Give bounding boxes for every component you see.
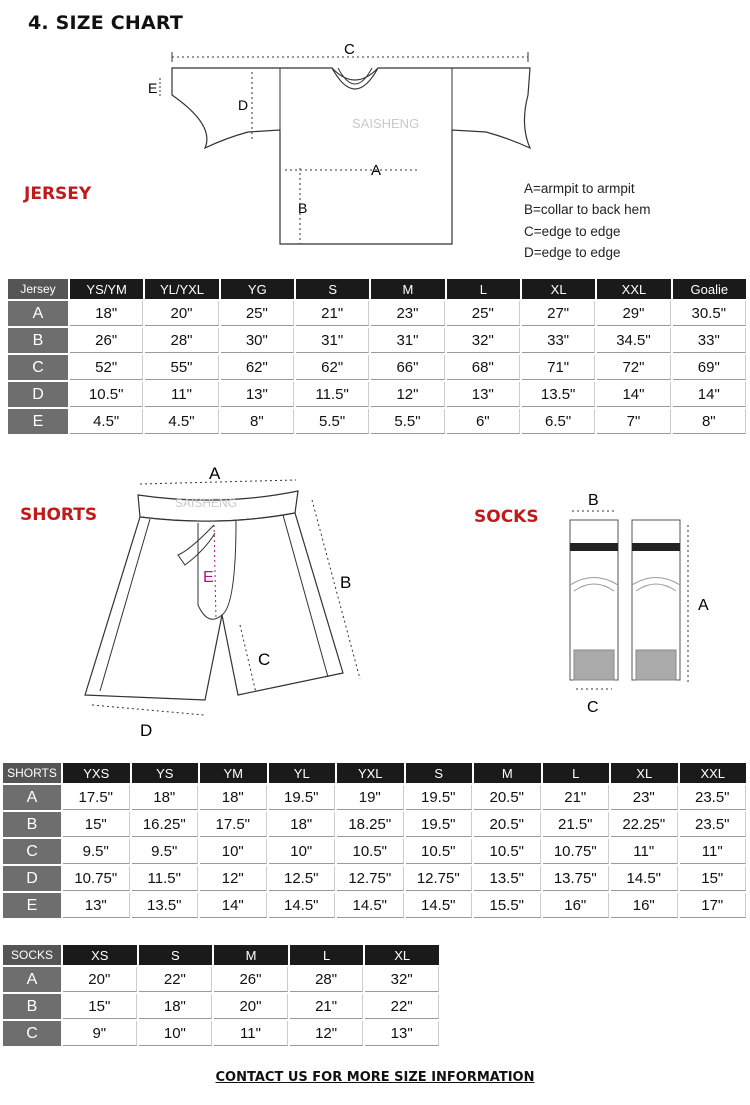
row-label: E (3, 893, 61, 918)
size-column-header: L (447, 279, 520, 299)
table-corner-label: Jersey (8, 279, 68, 299)
measurement-cell: 18" (200, 785, 267, 810)
table-row (3, 1021, 439, 1046)
measurement-cell: 7" (597, 409, 670, 434)
measurement-cell: 29" (597, 301, 670, 326)
measurement-cell: 14" (673, 382, 746, 407)
jersey-watermark: SAISHENG (352, 116, 420, 131)
size-column-header: XL (365, 945, 439, 965)
measurement-cell: 12.75" (406, 866, 473, 891)
table-row (3, 893, 746, 918)
measurement-cell: 19.5" (406, 812, 473, 837)
measurement-cell: 33" (673, 328, 746, 353)
size-column-header: XL (611, 763, 678, 783)
measurement-cell: 6" (447, 409, 520, 434)
measurement-cell: 8" (673, 409, 746, 434)
jersey-dim-c: C (344, 41, 355, 58)
measurement-cell: 20" (145, 301, 218, 326)
size-column-header: L (290, 945, 364, 965)
measurement-cell: 27" (522, 301, 595, 326)
legend-line: B=collar to back hem (524, 202, 651, 217)
row-label: B (3, 812, 61, 837)
size-column-header: S (296, 279, 369, 299)
socks-label: SOCKS (474, 507, 539, 527)
size-column-header: S (406, 763, 473, 783)
jersey-dim-b: B (298, 200, 308, 216)
measurement-cell: 14" (597, 382, 670, 407)
measurement-cell: 21" (290, 994, 364, 1019)
measurement-cell: 11.5" (132, 866, 199, 891)
measurement-cell: 55" (145, 355, 218, 380)
jersey-size-table (6, 277, 748, 436)
measurement-cell: 23" (371, 301, 444, 326)
measurement-cell: 28" (145, 328, 218, 353)
measurement-cell: 6.5" (522, 409, 595, 434)
measurement-cell: 12.5" (269, 866, 336, 891)
table-corner-label: SHORTS (3, 763, 61, 783)
row-label: C (3, 1021, 61, 1046)
measurement-cell: 20.5" (474, 812, 541, 837)
measurement-cell: 16" (543, 893, 610, 918)
jersey-label: JERSEY (24, 184, 92, 204)
measurement-cell: 4.5" (145, 409, 218, 434)
measurement-cell: 66" (371, 355, 444, 380)
row-label: B (8, 328, 68, 353)
measurement-cell: 18" (139, 994, 213, 1019)
shorts-dim-c: C (258, 650, 271, 669)
measurement-cell: 21" (296, 301, 369, 326)
size-column-header: YM (200, 763, 267, 783)
measurement-cell: 13.5" (132, 893, 199, 918)
row-label: C (8, 355, 68, 380)
table-corner-label: SOCKS (3, 945, 61, 965)
measurement-cell: 13" (221, 382, 294, 407)
measurement-cell: 13.5" (522, 382, 595, 407)
measurement-cell: 20" (214, 994, 288, 1019)
measurement-cell: 33" (522, 328, 595, 353)
size-column-header: M (371, 279, 444, 299)
shorts-dim-d: D (140, 721, 153, 740)
measurement-cell: 19.5" (406, 785, 473, 810)
page-title: 4. SIZE CHART (28, 12, 184, 34)
table-row (8, 409, 746, 434)
measurement-cell: 32" (365, 967, 439, 992)
measurement-cell: 15.5" (474, 893, 541, 918)
measurement-cell: 31" (371, 328, 444, 353)
measurement-cell: 18" (269, 812, 336, 837)
row-label: A (3, 967, 61, 992)
measurement-cell: 14.5" (337, 893, 404, 918)
size-column-header: L (543, 763, 610, 783)
measurement-cell: 10.5" (406, 839, 473, 864)
size-column-header: YS/YM (70, 279, 143, 299)
table-row (3, 994, 439, 1019)
measurement-cell: 15" (63, 812, 130, 837)
measurement-cell: 71" (522, 355, 595, 380)
measurement-cell: 11" (611, 839, 678, 864)
socks-dim-c: C (587, 699, 599, 716)
socks-dim-b: B (588, 492, 599, 509)
measurement-cell: 12.75" (337, 866, 404, 891)
socks-dim-a: A (698, 597, 709, 614)
jersey-dim-a: A (371, 162, 382, 179)
size-column-header: M (474, 763, 541, 783)
table-row (8, 382, 746, 407)
measurement-cell: 10" (200, 839, 267, 864)
table-row (3, 785, 746, 810)
size-column-header: Goalie (673, 279, 746, 299)
measurement-cell: 69" (673, 355, 746, 380)
size-column-header: YXL (337, 763, 404, 783)
size-column-header: YXS (63, 763, 130, 783)
measurement-cell: 10" (139, 1021, 213, 1046)
socks-diagram (0, 455, 750, 715)
measurement-cell: 34.5" (597, 328, 670, 353)
size-column-header: XS (63, 945, 137, 965)
shorts-label: SHORTS (20, 505, 98, 525)
measurement-cell: 8" (221, 409, 294, 434)
measurement-cell: 23.5" (680, 785, 747, 810)
row-label: C (3, 839, 61, 864)
row-label: D (3, 866, 61, 891)
measurement-cell: 10.75" (543, 839, 610, 864)
measurement-cell: 14.5" (406, 893, 473, 918)
measurement-cell: 15" (63, 994, 137, 1019)
measurement-cell: 11.5" (296, 382, 369, 407)
measurement-cell: 10.75" (63, 866, 130, 891)
measurement-cell: 17.5" (63, 785, 130, 810)
measurement-cell: 62" (221, 355, 294, 380)
measurement-cell: 19.5" (269, 785, 336, 810)
jersey-dim-e: E (148, 80, 158, 96)
measurement-cell: 22.25" (611, 812, 678, 837)
measurement-cell: 17.5" (200, 812, 267, 837)
size-column-header: S (139, 945, 213, 965)
measurement-cell: 13.75" (543, 866, 610, 891)
measurement-cell: 68" (447, 355, 520, 380)
measurement-cell: 13" (63, 893, 130, 918)
measurement-cell: 21.5" (543, 812, 610, 837)
measurement-cell: 14.5" (269, 893, 336, 918)
measurement-cell: 9" (63, 1021, 137, 1046)
measurement-cell: 16.25" (132, 812, 199, 837)
shorts-dim-e: E (203, 569, 214, 586)
table-row (8, 328, 746, 353)
measurement-cell: 10.5" (70, 382, 143, 407)
measurement-cell: 20" (63, 967, 137, 992)
legend-line: A=armpit to armpit (524, 181, 635, 196)
measurement-cell: 13.5" (474, 866, 541, 891)
measurement-cell: 21" (543, 785, 610, 810)
measurement-cell: 30" (221, 328, 294, 353)
table-row (3, 812, 746, 837)
size-column-header: XL (522, 279, 595, 299)
measurement-cell: 13" (365, 1021, 439, 1046)
measurement-cell: 17" (680, 893, 747, 918)
shorts-dim-a: A (209, 464, 221, 483)
measurement-cell: 26" (214, 967, 288, 992)
shorts-size-table (1, 761, 748, 920)
measurement-cell: 22" (365, 994, 439, 1019)
row-label: E (8, 409, 68, 434)
row-label: B (3, 994, 61, 1019)
contact-link[interactable]: CONTACT US FOR MORE SIZE INFORMATION (215, 1070, 535, 1085)
measurement-cell: 12" (371, 382, 444, 407)
socks-size-table (1, 943, 441, 1048)
measurement-cell: 18" (132, 785, 199, 810)
measurement-cell: 62" (296, 355, 369, 380)
measurement-cell: 14" (200, 893, 267, 918)
measurement-cell: 10.5" (337, 839, 404, 864)
measurement-cell: 19" (337, 785, 404, 810)
measurement-cell: 26" (70, 328, 143, 353)
measurement-cell: 5.5" (371, 409, 444, 434)
measurement-cell: 20.5" (474, 785, 541, 810)
measurement-cell: 32" (447, 328, 520, 353)
size-column-header: M (214, 945, 288, 965)
size-column-header: YS (132, 763, 199, 783)
legend-line: D=edge to edge (524, 245, 621, 260)
measurement-cell: 52" (70, 355, 143, 380)
measurement-cell: 22" (139, 967, 213, 992)
measurement-cell: 11" (214, 1021, 288, 1046)
legend-line: C=edge to edge (524, 224, 621, 239)
measurement-cell: 10.5" (474, 839, 541, 864)
table-row (8, 355, 746, 380)
table-row (3, 967, 439, 992)
measurement-cell: 23" (611, 785, 678, 810)
measurement-cell: 4.5" (70, 409, 143, 434)
row-label: D (8, 382, 68, 407)
measurement-cell: 30.5" (673, 301, 746, 326)
measurement-cell: 12" (200, 866, 267, 891)
shorts-watermark: SAISHENG (175, 496, 238, 510)
jersey-dim-d: D (238, 97, 249, 113)
jersey-diagram (0, 0, 750, 260)
measurement-cell: 25" (447, 301, 520, 326)
table-row (8, 301, 746, 326)
measurement-cell: 5.5" (296, 409, 369, 434)
measurement-cell: 12" (290, 1021, 364, 1046)
measurement-cell: 13" (447, 382, 520, 407)
row-label: A (8, 301, 68, 326)
measurement-cell: 15" (680, 866, 747, 891)
measurement-cell: 18" (70, 301, 143, 326)
measurement-cell: 31" (296, 328, 369, 353)
jersey-outline (172, 68, 530, 244)
size-column-header: YL (269, 763, 336, 783)
measurement-cell: 11" (145, 382, 218, 407)
measurement-cell: 28" (290, 967, 364, 992)
measurement-cell: 72" (597, 355, 670, 380)
measurement-cell: 16" (611, 893, 678, 918)
measurement-cell: 11" (680, 839, 747, 864)
size-column-header: XXL (680, 763, 747, 783)
measurement-cell: 9.5" (132, 839, 199, 864)
shorts-dim-b: B (340, 573, 352, 592)
measurement-cell: 14.5" (611, 866, 678, 891)
measurement-cell: 18.25" (337, 812, 404, 837)
table-row (3, 839, 746, 864)
size-column-header: YL/YXL (145, 279, 218, 299)
measurement-cell: 25" (221, 301, 294, 326)
measurement-cell: 23.5" (680, 812, 747, 837)
row-label: A (3, 785, 61, 810)
table-row (3, 866, 746, 891)
measurement-cell: 10" (269, 839, 336, 864)
size-column-header: XXL (597, 279, 670, 299)
size-column-header: YG (221, 279, 294, 299)
measurement-cell: 9.5" (63, 839, 130, 864)
